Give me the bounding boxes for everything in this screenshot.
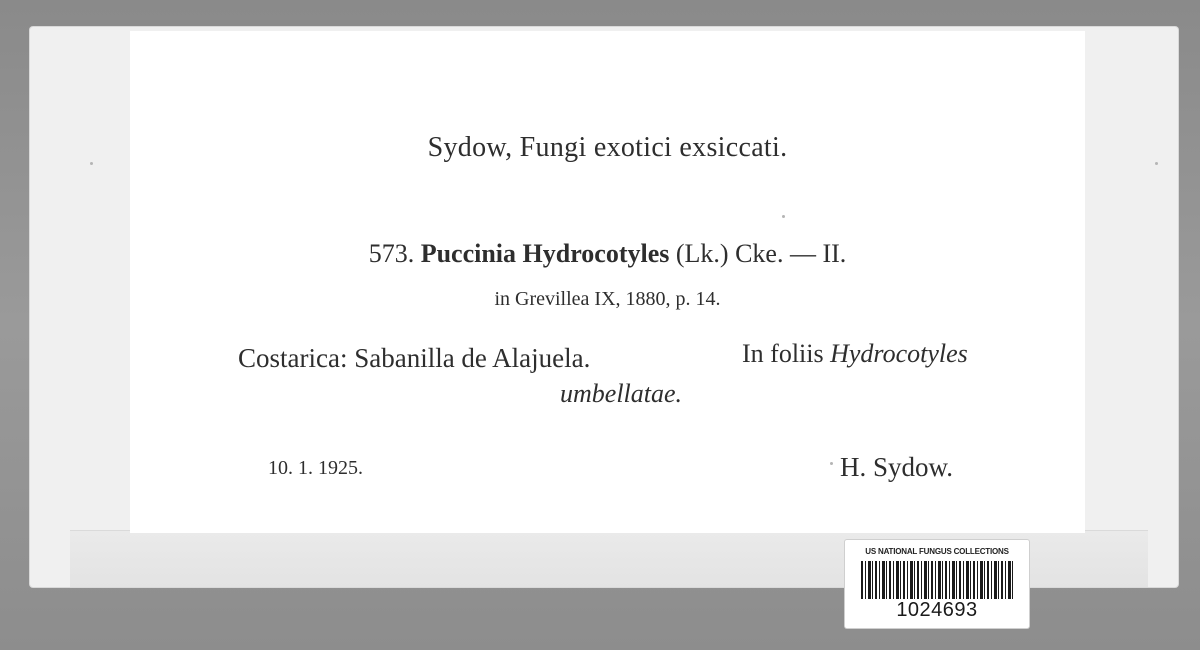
- species-line: [130, 241, 1085, 267]
- paper-speck: [830, 462, 833, 465]
- host-epithet: umbellatae.: [560, 379, 683, 408]
- host-line: [742, 341, 968, 367]
- collection-date: 10. 1. 1925.: [268, 457, 363, 479]
- barcode-icon: [861, 561, 1013, 599]
- paper-speck: [782, 215, 785, 218]
- catalog-number: 1024693: [896, 599, 978, 621]
- collector-name: H. Sydow.: [840, 452, 954, 482]
- species-authority: (Lk.) Cke. — II.: [675, 239, 847, 268]
- species-name: Puccinia Hydrocotyles: [420, 239, 670, 268]
- exsiccata-number: 573.: [368, 239, 415, 268]
- host-genus: Hydrocotyles: [830, 339, 968, 368]
- literature-citation: in Grevillea IX, 1880, p. 14.: [494, 288, 721, 310]
- exsiccata-title: Sydow, Fungi exotici exsiccati.: [427, 132, 788, 163]
- collection-locality: Costarica: Sabanilla de Alajuela.: [238, 343, 591, 373]
- specimen-packet: [30, 27, 1178, 587]
- collection-name: US NATIONAL FUNGUS COLLECTIONS: [865, 547, 1009, 556]
- paper-speck: [90, 162, 93, 165]
- paper-speck: [1155, 162, 1158, 165]
- specimen-label: [130, 31, 1085, 533]
- barcode-label: [845, 540, 1029, 628]
- host-prefix: In foliis: [742, 339, 824, 368]
